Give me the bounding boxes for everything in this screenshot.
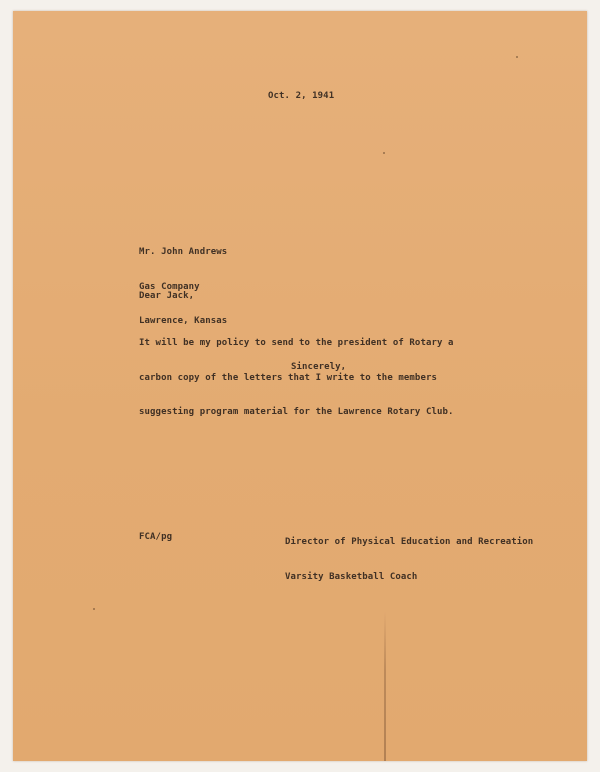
body-line: It will be my policy to send to the president of Rotary a <box>139 338 454 348</box>
reference-initials: FCA/pg <box>139 532 173 542</box>
salutation: Dear Jack, <box>139 291 195 301</box>
signature-title: Director of Physical Education and Recreation <box>285 537 534 547</box>
letter-date: Oct. 2, 1941 <box>268 91 335 101</box>
paper-speck <box>383 152 385 154</box>
letter-body <box>139 315 454 442</box>
paper-crease <box>384 611 386 761</box>
recipient-name: Mr. John Andrews <box>139 247 228 257</box>
paper-speck <box>93 608 95 610</box>
body-line: suggesting program material for the Lawrence Rotary Club. <box>139 407 454 417</box>
closing: Sincerely, <box>291 362 347 372</box>
signature-block <box>285 514 533 606</box>
letter-page <box>13 11 587 761</box>
body-line: carbon copy of the letters that I write to the members <box>139 372 437 383</box>
recipient-company: Gas Company <box>139 281 200 292</box>
signature-title: Varsity Basketball Coach <box>285 571 418 582</box>
paper-speck <box>516 56 518 58</box>
recipient-city: Lawrence, Kansas <box>139 316 228 326</box>
